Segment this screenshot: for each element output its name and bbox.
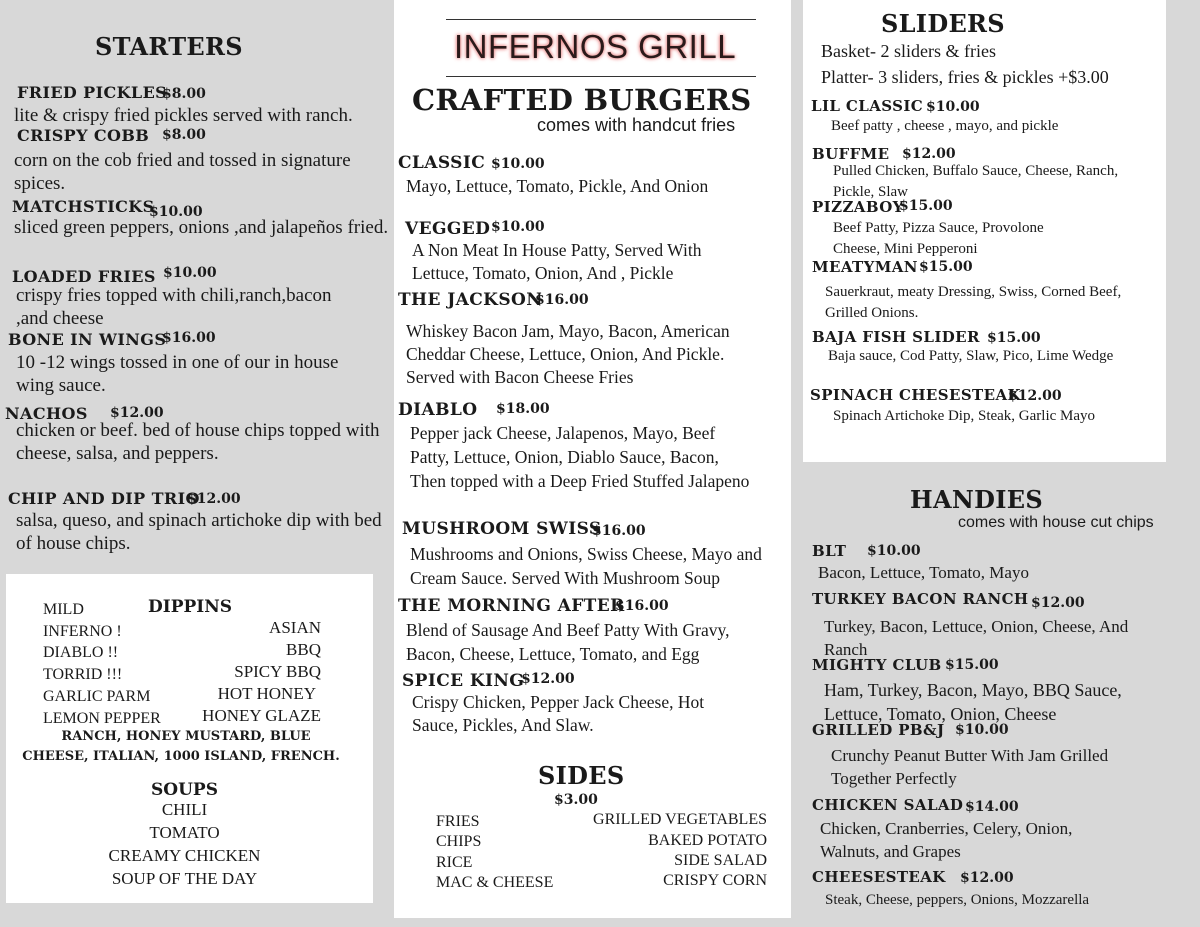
- side-item: GRILLED VEGETABLES: [593, 811, 767, 828]
- side-item: SIDE SALAD: [674, 852, 767, 869]
- item-description: Whiskey Bacon Jam, Mayo, Bacon, American Cheddar Cheese, Lettuce, Onion, And Pickle. Served with Bacon Cheese Fries: [406, 321, 730, 387]
- item-name: THE JACKSON: [398, 290, 543, 310]
- item-name: BONE IN WINGS: [8, 330, 167, 349]
- item-price: $8.00: [162, 127, 206, 143]
- item-description: Steak, Cheese, peppers, Onions, Mozzarella: [825, 892, 1090, 908]
- title-rule-top: [446, 19, 756, 20]
- side-item: CRISPY CORN: [663, 872, 767, 889]
- soup-item: TOMATO: [149, 823, 220, 842]
- item-description: Baja sauce, Cod Patty, Slaw, Pico, Lime Wedge: [828, 348, 1114, 364]
- sliders-panel: [803, 0, 1166, 462]
- item-name: GRILLED PB&J: [812, 721, 945, 739]
- item-description: Sauerkraut, meaty Dressing, Swiss, Corned Beef, Grilled Onions.: [825, 284, 1122, 321]
- item-description: Chicken, Cranberries, Celery, Onion, Walnuts, and Grapes: [820, 819, 1073, 861]
- item-name: CHEESESTEAK: [812, 868, 946, 886]
- handies-subtitle: comes with house cut chips: [958, 514, 1154, 531]
- dippins-title: DIPPINS: [148, 597, 233, 617]
- soup-item: SOUP OF THE DAY: [111, 869, 258, 888]
- sauce-item: LEMON PEPPER: [43, 710, 161, 727]
- item-price: $15.00: [919, 259, 973, 275]
- item-name: MATCHSTICKS: [12, 197, 155, 216]
- dressings-line: RANCH, HONEY MUSTARD, BLUE: [61, 729, 311, 744]
- item-description: lite & crispy fried pickles served with ranch.: [14, 105, 353, 126]
- item-description: 10 -12 wings tossed in one of our in house wing sauce.: [16, 352, 339, 396]
- item-name: PIZZABOY: [812, 198, 904, 216]
- sauce-item: DIABLO !!: [43, 644, 119, 661]
- item-price: $12.00: [902, 146, 956, 162]
- item-name: CHIP AND DIP TRIO: [8, 489, 200, 508]
- sauce-item: ASIAN: [269, 618, 321, 637]
- item-name: CRISPY COBB: [17, 126, 150, 145]
- side-item: BAKED POTATO: [648, 832, 767, 849]
- side-item: RICE: [436, 854, 473, 871]
- item-name: BLT: [812, 542, 847, 560]
- sauce-item: MILD: [43, 601, 84, 618]
- item-price: $18.00: [496, 401, 550, 417]
- item-price: $12.00: [521, 671, 575, 687]
- item-price: $16.00: [592, 523, 646, 539]
- item-name: SPINACH CHESESTEAK: [810, 386, 1021, 404]
- item-price: $15.00: [987, 330, 1041, 346]
- item-name: BUFFME: [812, 145, 890, 163]
- item-description: chicken or beef. bed of house chips topped with cheese, salsa, and peppers.: [16, 420, 380, 464]
- item-name: VEGGED: [405, 219, 491, 239]
- restaurant-name: INFERNOS GRILL: [454, 28, 737, 65]
- item-description: Mayo, Lettuce, Tomato, Pickle, And Onion: [406, 176, 709, 196]
- side-item: MAC & CHEESE: [436, 874, 554, 891]
- item-description: Bacon, Lettuce, Tomato, Mayo: [818, 563, 1029, 582]
- item-price: $10.00: [163, 265, 217, 281]
- sauce-item: TORRID !!!: [43, 666, 123, 683]
- sliders-platter: Platter- 3 sliders, fries & pickles +$3.00: [821, 67, 1109, 87]
- item-name: CLASSIC: [398, 153, 486, 173]
- item-name: MEATYMAN: [812, 258, 918, 276]
- starters-title: STARTERS: [95, 32, 243, 61]
- item-description: crispy fries topped with chili,ranch,bacon ,and cheese: [16, 285, 332, 329]
- item-price: $15.00: [945, 657, 999, 673]
- item-description: Pepper jack Cheese, Jalapenos, Mayo, Beef Patty, Lettuce, Onion, Diablo Sauce, Bacon, Then topped with a Deep Fried Stuffed Jalapeno: [410, 423, 750, 491]
- item-price: $14.00: [965, 799, 1019, 815]
- item-description: corn on the cob fried and tossed in signature spices.: [14, 150, 351, 194]
- item-price: $12.00: [110, 405, 164, 421]
- sauce-item: HONEY GLAZE: [202, 706, 321, 725]
- item-description: Beef patty , cheese , mayo, and pickle: [831, 118, 1059, 134]
- sauce-item: BBQ: [286, 640, 321, 659]
- dippins-soups-panel: [6, 574, 373, 903]
- item-description: Turkey, Bacon, Lettuce, Onion, Cheese, And Ranch: [824, 617, 1129, 659]
- item-price: $12.00: [1008, 388, 1062, 404]
- dressings-line: CHEESE, ITALIAN, 1000 ISLAND, FRENCH.: [22, 749, 340, 764]
- item-price: $10.00: [491, 156, 545, 172]
- item-price: $10.00: [867, 543, 921, 559]
- sauce-item: HOT HONEY: [217, 684, 316, 703]
- item-name: MIGHTY CLUB: [812, 656, 942, 674]
- item-description: Mushrooms and Onions, Swiss Cheese, Mayo and Cream Sauce. Served With Mushroom Soup: [410, 544, 762, 588]
- sliders-title: SLIDERS: [881, 9, 1005, 38]
- item-price: $10.00: [926, 99, 980, 115]
- item-name: TURKEY BACON RANCH: [812, 590, 1029, 608]
- item-description: Crunchy Peanut Butter With Jam Grilled Together Perfectly: [831, 746, 1109, 788]
- sides-title: SIDES: [538, 761, 625, 790]
- item-name: CHICKEN SALAD: [812, 796, 964, 814]
- item-price: $12.00: [960, 870, 1014, 886]
- item-name: BAJA FISH SLIDER: [812, 328, 980, 346]
- burgers-subtitle: comes with handcut fries: [537, 115, 736, 135]
- item-price: $8.00: [162, 86, 206, 102]
- title-rule-bottom: [446, 76, 756, 77]
- item-name: LIL CLASSIC: [811, 97, 924, 115]
- burgers-sides-panel: [394, 0, 791, 918]
- item-description: salsa, queso, and spinach artichoke dip with bed of house chips.: [16, 510, 382, 554]
- item-price: $12.00: [1031, 595, 1085, 611]
- sauce-item: SPICY BBQ: [234, 662, 321, 681]
- item-description: Blend of Sausage And Beef Patty With Gravy, Bacon, Cheese, Lettuce, Tomato, and Egg: [406, 620, 730, 664]
- item-description: Ham, Turkey, Bacon, Mayo, BBQ Sauce, Lettuce, Tomato, Onion, Cheese: [824, 680, 1122, 724]
- item-price: $10.00: [955, 722, 1009, 738]
- item-description: Beef Patty, Pizza Sauce, Provolone Cheese, Mini Pepperoni: [833, 220, 1044, 257]
- item-name: THE MORNING AFTER: [398, 596, 625, 616]
- item-price: $10.00: [491, 219, 545, 235]
- burgers-title: CRAFTED BURGERS: [412, 83, 752, 117]
- item-name: LOADED FRIES: [12, 267, 156, 286]
- item-name: MUSHROOM SWISS: [402, 519, 602, 539]
- item-price: $10.00: [149, 204, 203, 220]
- item-price: $16.00: [535, 292, 589, 308]
- item-name: FRIED PICKLES: [17, 83, 168, 102]
- sauce-item: GARLIC PARM: [43, 688, 151, 705]
- soup-item: CREAMY CHICKEN: [108, 846, 261, 865]
- item-description: sliced green peppers, onions ,and jalapeños fried.: [14, 217, 389, 238]
- soup-item: CHILI: [161, 800, 208, 819]
- item-price: $16.00: [615, 598, 669, 614]
- soups-title: SOUPS: [151, 780, 218, 800]
- item-description: Crispy Chicken, Pepper Jack Cheese, Hot Sauce, Pickles, And Slaw.: [412, 692, 705, 735]
- item-description: Spinach Artichoke Dip, Steak, Garlic Mayo: [833, 408, 1096, 424]
- item-description: Pulled Chicken, Buffalo Sauce, Cheese, Ranch, Pickle, Slaw: [833, 163, 1119, 200]
- item-price: $16.00: [162, 330, 216, 346]
- item-price: $12.00: [187, 491, 241, 507]
- item-name: NACHOS: [5, 404, 88, 423]
- item-description: A Non Meat In House Patty, Served With Lettuce, Tomato, Onion, And , Pickle: [412, 240, 702, 283]
- sliders-basket: Basket- 2 sliders & fries: [821, 41, 996, 61]
- sauce-item: INFERNO !: [43, 623, 122, 640]
- side-item: CHIPS: [436, 833, 482, 850]
- item-price: $15.00: [899, 198, 953, 214]
- item-name: SPICE KING: [402, 671, 525, 691]
- item-name: DIABLO: [398, 400, 478, 420]
- side-item: FRIES: [436, 813, 480, 830]
- sides-price: $3.00: [554, 792, 598, 808]
- handies-title: HANDIES: [910, 485, 1043, 514]
